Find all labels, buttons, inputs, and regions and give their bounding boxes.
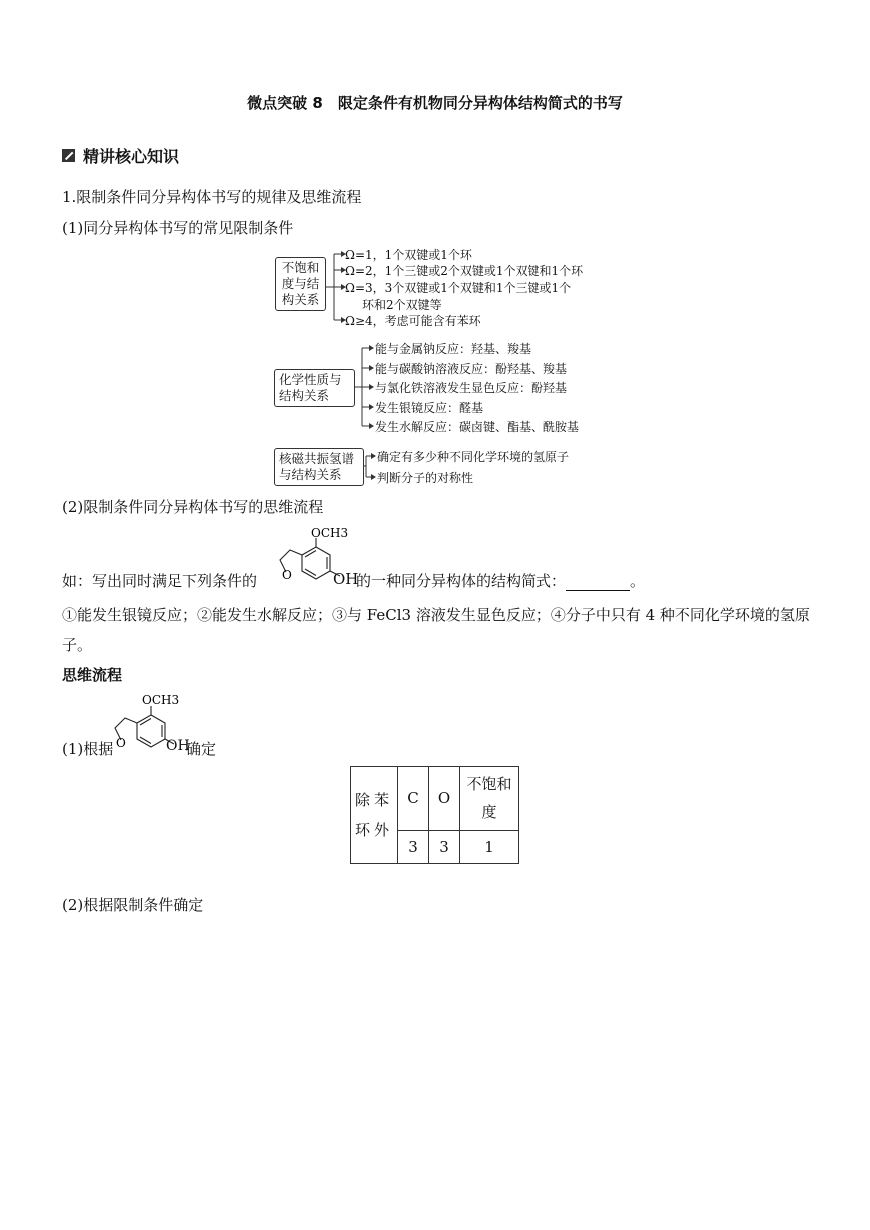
- step-1-prefix: (1)根据: [62, 740, 114, 758]
- thinking-label: 思维流程: [62, 666, 123, 684]
- molecule-1-ring-o-label: O: [282, 568, 292, 582]
- page-title: 微点突破 8 限定条件有机物同分异构体结构简式的书写: [247, 94, 623, 112]
- diagram-3-box-line: 与结构关系: [279, 467, 342, 482]
- conditions-text: ①能发生银镜反应；②能发生水解反应；③与 FeCl3 溶液发生显色反应；④分子中只有 4 种不同化学环境的氢原子。: [62, 606, 810, 654]
- table-header-cell: 不饱和 度: [460, 767, 519, 831]
- diagram-1-branch: Ω=3，3个双键或1个双键和1个三键或1个: [345, 281, 572, 295]
- data-table: [350, 766, 519, 864]
- paragraph-1-sub-1: (1)同分异构体书写的常见限制条件: [62, 219, 294, 237]
- step-1-molecule-oh: OH: [166, 738, 190, 754]
- example-molecule-oh: OH: [333, 570, 359, 588]
- diagram-2-box-line: 结构关系: [279, 388, 330, 403]
- paragraph-1-sub-2: (2)限制条件同分异构体书写的思维流程: [62, 498, 324, 516]
- step-1-suffix: 确定: [186, 740, 217, 758]
- example-suffix-text: 的一种同分异构体的结构简式：: [356, 572, 567, 590]
- diagram-2-branch: 能与碳酸钠溶液反应：酚羟基、羧基: [375, 362, 568, 376]
- diagram-2-branch: 能与金属钠反应：羟基、羧基: [375, 342, 532, 356]
- molecule-2-och3-label: OCH3: [142, 693, 180, 707]
- table-value-cell: 3: [429, 830, 460, 863]
- diagram-3-branch: 确定有多少种不同化学环境的氢原子: [377, 450, 570, 464]
- diagram-3-branch: 判断分子的对称性: [377, 471, 474, 485]
- diagram-1-box-line: 构关系: [281, 292, 320, 307]
- diagram-1-branch: Ω=2，1个三键或2个双键或1个双键和1个环: [345, 264, 584, 278]
- diagram-2-branch: 与氯化铁溶液发生显色反应：酚羟基: [375, 381, 568, 395]
- molecule-2-ring-o-label: O: [116, 736, 126, 750]
- paragraph-1: 1.限制条件同分异构体书写的规律及思维流程: [62, 188, 362, 206]
- table-header-cell: 除苯 环外: [351, 767, 398, 864]
- section-heading-text: 精讲核心知识: [83, 147, 180, 166]
- diagram-1-box-line: 度与结: [281, 276, 320, 291]
- diagram-2-box-line: 化学性质与: [279, 372, 342, 387]
- table-value-cell: 1: [460, 830, 519, 863]
- table-value-cell: 3: [398, 830, 429, 863]
- table-header-cell: C: [398, 767, 429, 831]
- diagram-3-box-line: 核磁共振氢谱: [279, 451, 355, 466]
- molecule-1-och3-label: OCH3: [311, 526, 349, 540]
- diagram-2-branch: 发生银镜反应：醛基: [375, 401, 484, 415]
- diagram-1-branch: Ω≥4，考虑可能含有苯环: [345, 314, 481, 328]
- example-end: 。: [630, 572, 646, 590]
- diagram-1-branch: Ω=1，1个双键或1个环: [345, 248, 472, 262]
- example-prefix: 如：写出同时满足下列条件的: [62, 572, 258, 590]
- diagram-2-branch: 发生水解反应：碳卤键、酯基、酰胺基: [375, 420, 580, 434]
- diagram-1-box-line: 不饱和: [281, 260, 320, 275]
- diagram-1-branch: 环和2个双键等: [362, 298, 442, 312]
- table-header-cell: O: [429, 767, 460, 831]
- step-2: (2)根据限制条件确定: [62, 896, 204, 914]
